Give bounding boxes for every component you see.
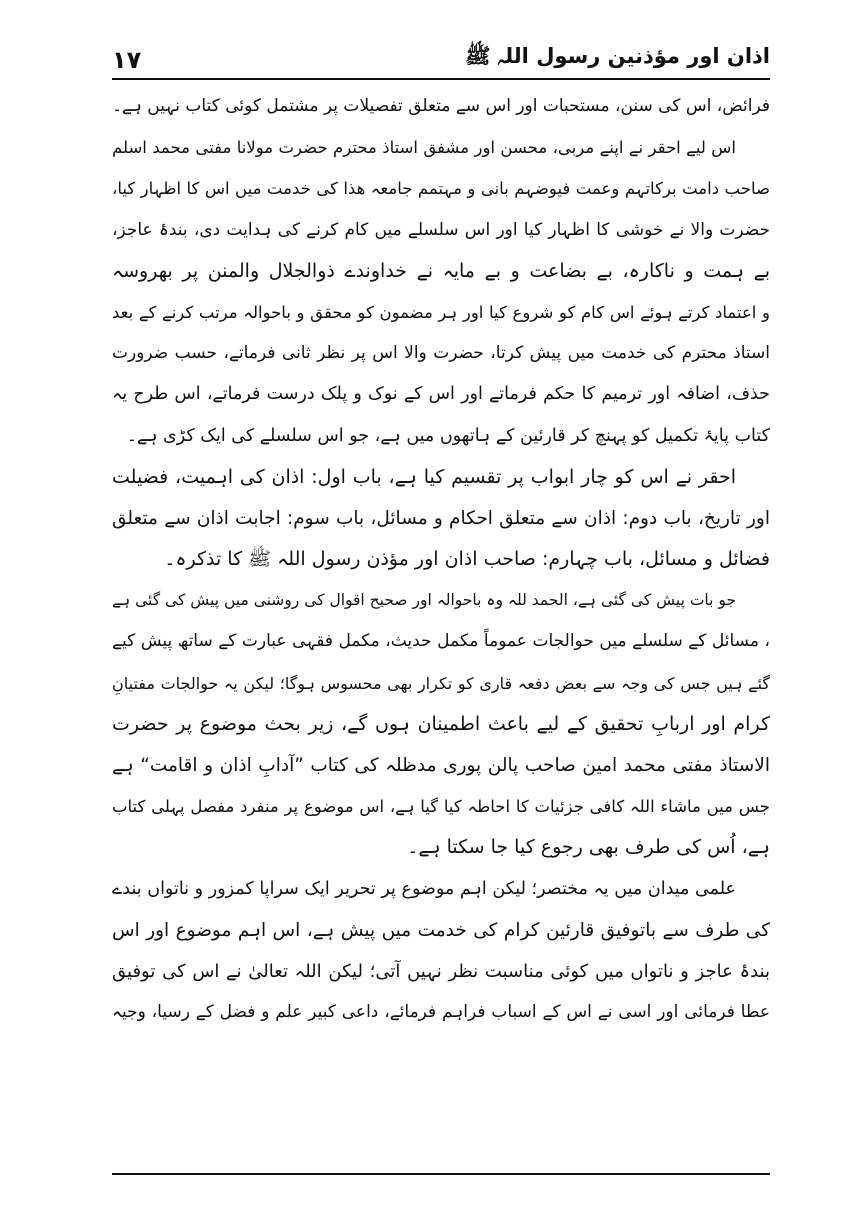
header-rule bbox=[112, 78, 770, 80]
text-line: گئے ہیں جس کی وجہ سے بعض دفعہ قاری کو تکرار بھی محسوس ہوگا؛ لیکن یہ حوالجات مفتیانِ bbox=[112, 673, 770, 693]
text-line: فرائض، اس کی سنن، مستحبات اور اس سے متعلق تفصیلات پر مشتمل کوئی کتاب نہیں ہے۔ bbox=[112, 96, 770, 116]
text-line: و اعتماد کرتے ہوئے اس کام کو شروع کیا اور ہر مضمون کو محقق و باحوالہ مرتب کرنے کے بعد bbox=[112, 302, 770, 322]
text-line: ہے، اُس کی طرف بھی رجوع کیا جا سکتا ہے۔ bbox=[407, 836, 770, 859]
text-line: عطا فرمائی اور اسی نے اس کے اسباب فراہم فرمائے، داعی کبیر علم و فضل کے رسیا، وجیہ bbox=[112, 1002, 770, 1023]
text-line: جو بات پیش کی گئی ہے، الحمد للہ وہ باحوالہ اور صحیح اقوال کی روشنی میں پیش کی گئی ہے bbox=[112, 591, 736, 610]
text-line: استاذ محترم کی خدمت میں پیش کرتا، حضرت والا اس پر نظر ثانی فرماتے، حسب ضرورت bbox=[112, 343, 770, 364]
text-line: کی طرف سے باتوفیق قارئین کرام کی خدمت میں پیش ہے، اس اہم موضوع اور اس bbox=[112, 919, 770, 941]
text-line: کرام اور اربابِ تحقیق کے لیے باعث اطمینان ہوں گے، زیر بحث موضوع پر حضرت bbox=[112, 712, 770, 735]
page-header bbox=[112, 30, 770, 74]
text-line: جس میں ماشاء اللہ کافی جزئیات کا احاطہ کیا گیا ہے، اس موضوع پر منفرد مفصل پہلی کتاب bbox=[112, 797, 770, 817]
text-line: الاستاذ مفتی محمد امین صاحب پالن پوری مدظلہ کی کتاب ”آدابِ اذان و اقامت“ ہے bbox=[112, 755, 770, 776]
footer-rule bbox=[112, 1173, 770, 1175]
text-line: بے ہمت و ناکارہ، بے بضاعت و بے مایہ نے خداوندے ذوالجلال والمنن پر بھروسہ bbox=[112, 259, 770, 282]
body-text bbox=[112, 86, 770, 1033]
text-line: علمی میدان میں یہ مختصر؛ لیکن اہم موضوع پر تحریر ایک سراپا کمزور و ناتواں بندے bbox=[112, 878, 736, 899]
text-line: کتاب پایۂ تکمیل کو پہنچ کر قارئین کے ہاتھوں میں ہے، جو اس سلسلے کی ایک کڑی ہے۔ bbox=[126, 425, 770, 446]
text-line: فضائل و مسائل، باب چہارم: صاحب اذان اور مؤذن رسول اللہ ﷺ کا تذکرہ۔ bbox=[164, 548, 770, 571]
text-line: ، مسائل کے سلسلے میں حوالجات عموماً مکمل حدیث، مکمل فقہی عبارت کے ساتھ پیش کیے bbox=[112, 631, 770, 652]
text-line: حضرت والا نے خوشی کا اظہار کیا اور اس سلسلے میں کام کرنے کی ہدایت دی، بندۂ عاجز، bbox=[112, 219, 770, 240]
running-title: اذان اور مؤذنین رسول اللہ ﷺ bbox=[465, 44, 770, 68]
text-line: اور تاریخ، باب دوم: اذان سے متعلق احکام و مسائل، باب سوم: اجابت اذان سے متعلق bbox=[112, 507, 770, 529]
text-line: حذف، اضافہ اور ترمیم کا حکم فرماتے اور اس کے نوک و پلک درست فرماتے، اس طرح یہ bbox=[112, 384, 770, 405]
page-number: ۱۷ bbox=[112, 46, 142, 74]
text-line: صاحب دامت برکاتہم وعمت فیوضہم بانی و مہتمم جامعہ ھذا کی خدمت میں اس کا اظہار کیا، bbox=[112, 179, 770, 199]
text-line: اس لیے احقر نے اپنے مربی، محسن اور مشفق استاذ محترم حضرت مولانا مفتی محمد اسلم bbox=[112, 138, 736, 158]
text-line: بندۂ عاجز و ناتواں میں کوئی مناسبت نظر نہیں آتی؛ لیکن اللہ تعالیٰ نے اس کی توفیق bbox=[112, 960, 770, 982]
text-line: احقر نے اس کو چار ابواب پر تقسیم کیا ہے، باب اول: اذان کی اہمیت، فضیلت bbox=[112, 465, 736, 488]
